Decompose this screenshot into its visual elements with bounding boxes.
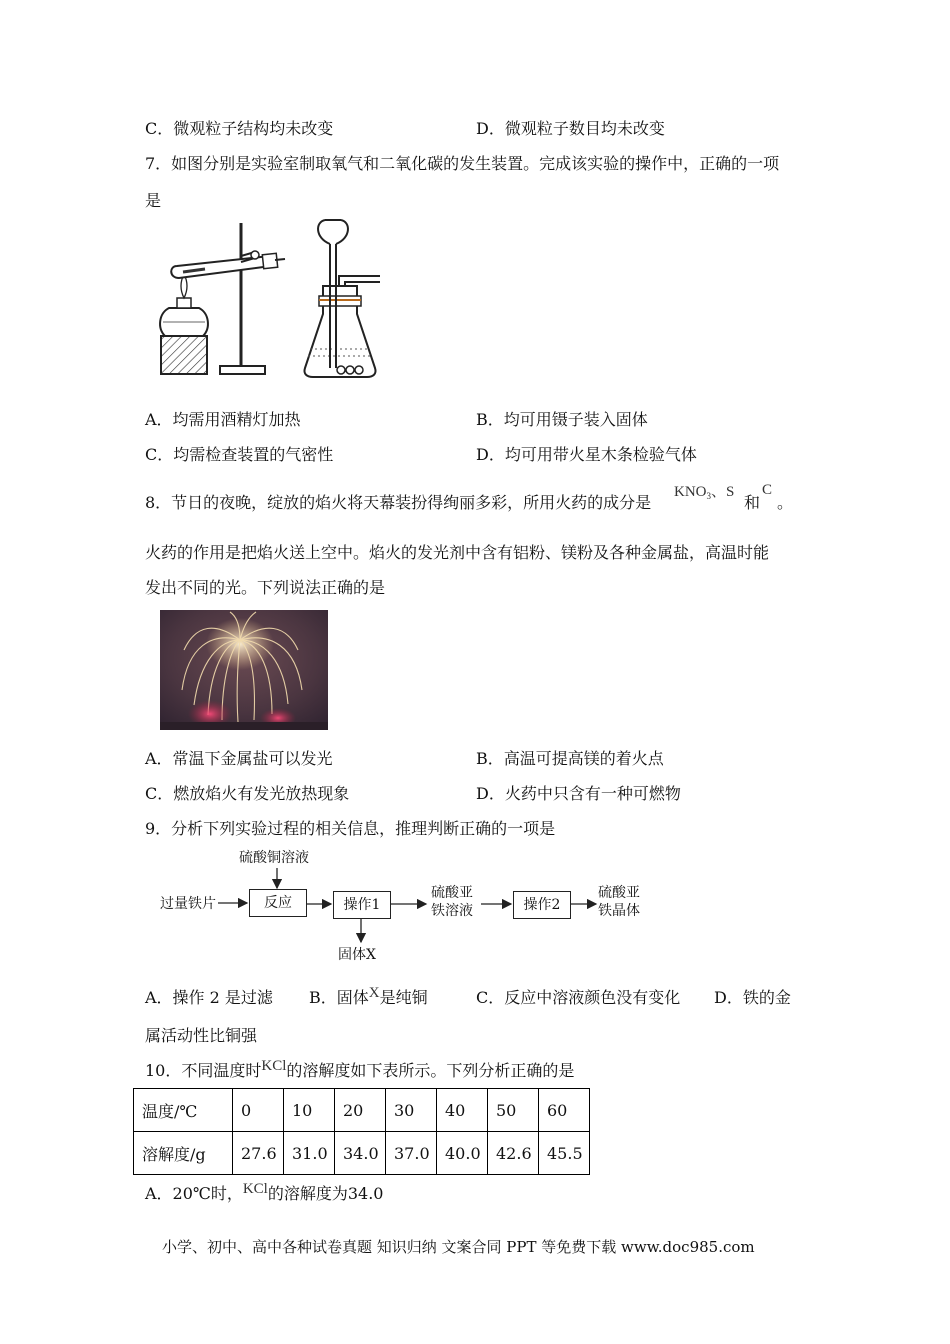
table-row [134,1132,590,1175]
q9-stem: 9．分析下列实验过程的相关信息，推理判断正确的一项是 [145,819,556,838]
table-row [134,1089,590,1132]
q10-option-a-formula: KCl [242,1181,268,1197]
table-cell: 溶解度/g [134,1132,233,1175]
q9-option-d-line1: D．铁的金 [714,988,791,1007]
q10-formula-kcl: KCl [261,1058,287,1074]
table-cell: 50 [488,1089,539,1132]
page-footer: 小学、初中、高中各种试卷真题 知识归纳 文案合同 PPT 等免费下载 www.doc985.com [162,1238,755,1256]
table-cell: 27.6 [233,1132,284,1175]
q9-option-b-text2: 是纯铜 [379,988,428,1007]
q8-formula-c: C [762,482,773,498]
kno-text: KNO [674,484,707,500]
flow-arrows [150,860,630,950]
iron-stand-base [220,366,265,374]
flow-box-operation1: 操作1 [333,891,391,919]
q10-stem [145,1060,574,1083]
q8-option-b: B．高温可提高镁的着火点 [476,749,664,768]
q9-option-b-var: X [368,985,380,1001]
q8-stem-line3: 发出不同的光。下列说法正确的是 [145,578,386,597]
q7-option-a: A．均需用酒精灯加热 [145,410,301,429]
q8-option-a: A．常温下金属盐可以发光 [145,749,333,768]
q9-option-a: A．操作 2 是过滤 [145,988,273,1007]
q8-and: 和 [744,493,761,512]
table-cell: 20 [335,1089,386,1132]
table-cell: 42.6 [488,1132,539,1175]
table-cell: 60 [539,1089,590,1132]
q9-option-d-line2: 属活动性比铜强 [145,1026,258,1045]
table-cell: 45.5 [539,1132,590,1175]
q10-option-a-text1: A．20℃时， [145,1184,243,1203]
flow-box-operation2: 操作2 [513,891,571,919]
q8-option-c: C．燃放焰火有发光放热现象 [145,784,350,803]
table-cell: 温度/℃ [134,1089,233,1132]
flow-mid-label-1: 硫酸亚 [431,885,473,901]
flow-end-label-2: 铁晶体 [598,903,640,919]
flow-mid-label-2: 铁溶液 [431,903,473,919]
flow-box-reaction: 反应 [249,889,307,917]
solubility-table [133,1088,590,1175]
q8-stem-text-a: 8．节日的夜晚，绽放的焰火将天幕装扮得绚丽多彩，所用火药的成分是 [145,493,652,512]
long-neck-funnel [318,220,348,244]
table-cell: 40.0 [437,1132,488,1175]
table-cell: 34.0 [335,1132,386,1175]
q7-option-d: D．均可用带火星木条检验气体 [476,445,697,464]
fireworks-photo [160,610,328,730]
table-cell: 30 [386,1089,437,1132]
flow-end-label-1: 硫酸亚 [598,885,640,901]
q7-stem-line1: 7．如图分别是实验室制取氧气和二氧化碳的发生装置。完成该实验的操作中，正确的一项 [145,154,780,173]
q6-option-c: C．微观粒子结构均未改变 [145,119,334,138]
table-cell: 0 [233,1089,284,1132]
q8-stem-line1 [145,492,651,514]
q7-stem-line2: 是 [145,191,162,210]
flow-solid-label: 固体X [338,947,376,963]
table-cell: 10 [284,1089,335,1132]
q8-stem-line2: 火药的作用是把焰火送上空中。焰火的发光剂中含有铝粉、镁粉及各种金属盐，高温时能 [145,543,770,562]
lab-apparatus-figure [155,218,390,383]
q9-option-b [309,987,428,1010]
q10-option-a [145,1183,383,1206]
table-cell: 40 [437,1089,488,1132]
flow-reagent-label: 硫酸铜溶液 [239,850,309,866]
q8-stem-end: 。 [777,493,794,512]
q8-option-d: D．火药中只含有一种可燃物 [476,784,681,803]
q7-option-c: C．均需检查装置的气密性 [145,445,334,464]
q10-stem-b: 的溶解度如下表所示。下列分析正确的是 [286,1061,575,1080]
wooden-block [161,336,207,374]
table-cell: 31.0 [284,1132,335,1175]
q7-option-b: B．均可用镊子装入固体 [476,410,648,429]
kno-subscript: 3 [706,491,711,501]
q10-stem-a: 10．不同温度时 [145,1061,262,1080]
q6-option-d: D．微观粒子数目均未改变 [476,119,665,138]
q9-option-b-text1: B．固体 [309,988,369,1007]
formula-separator: 、S [711,484,735,500]
q9-option-c: C．反应中溶液颜色没有变化 [476,988,681,1007]
flow-start-label: 过量铁片 [160,896,216,912]
table-cell: 37.0 [386,1132,437,1175]
q8-formula-kno3 [674,480,734,501]
q10-option-a-text2: 的溶解度为34.0 [267,1184,384,1203]
